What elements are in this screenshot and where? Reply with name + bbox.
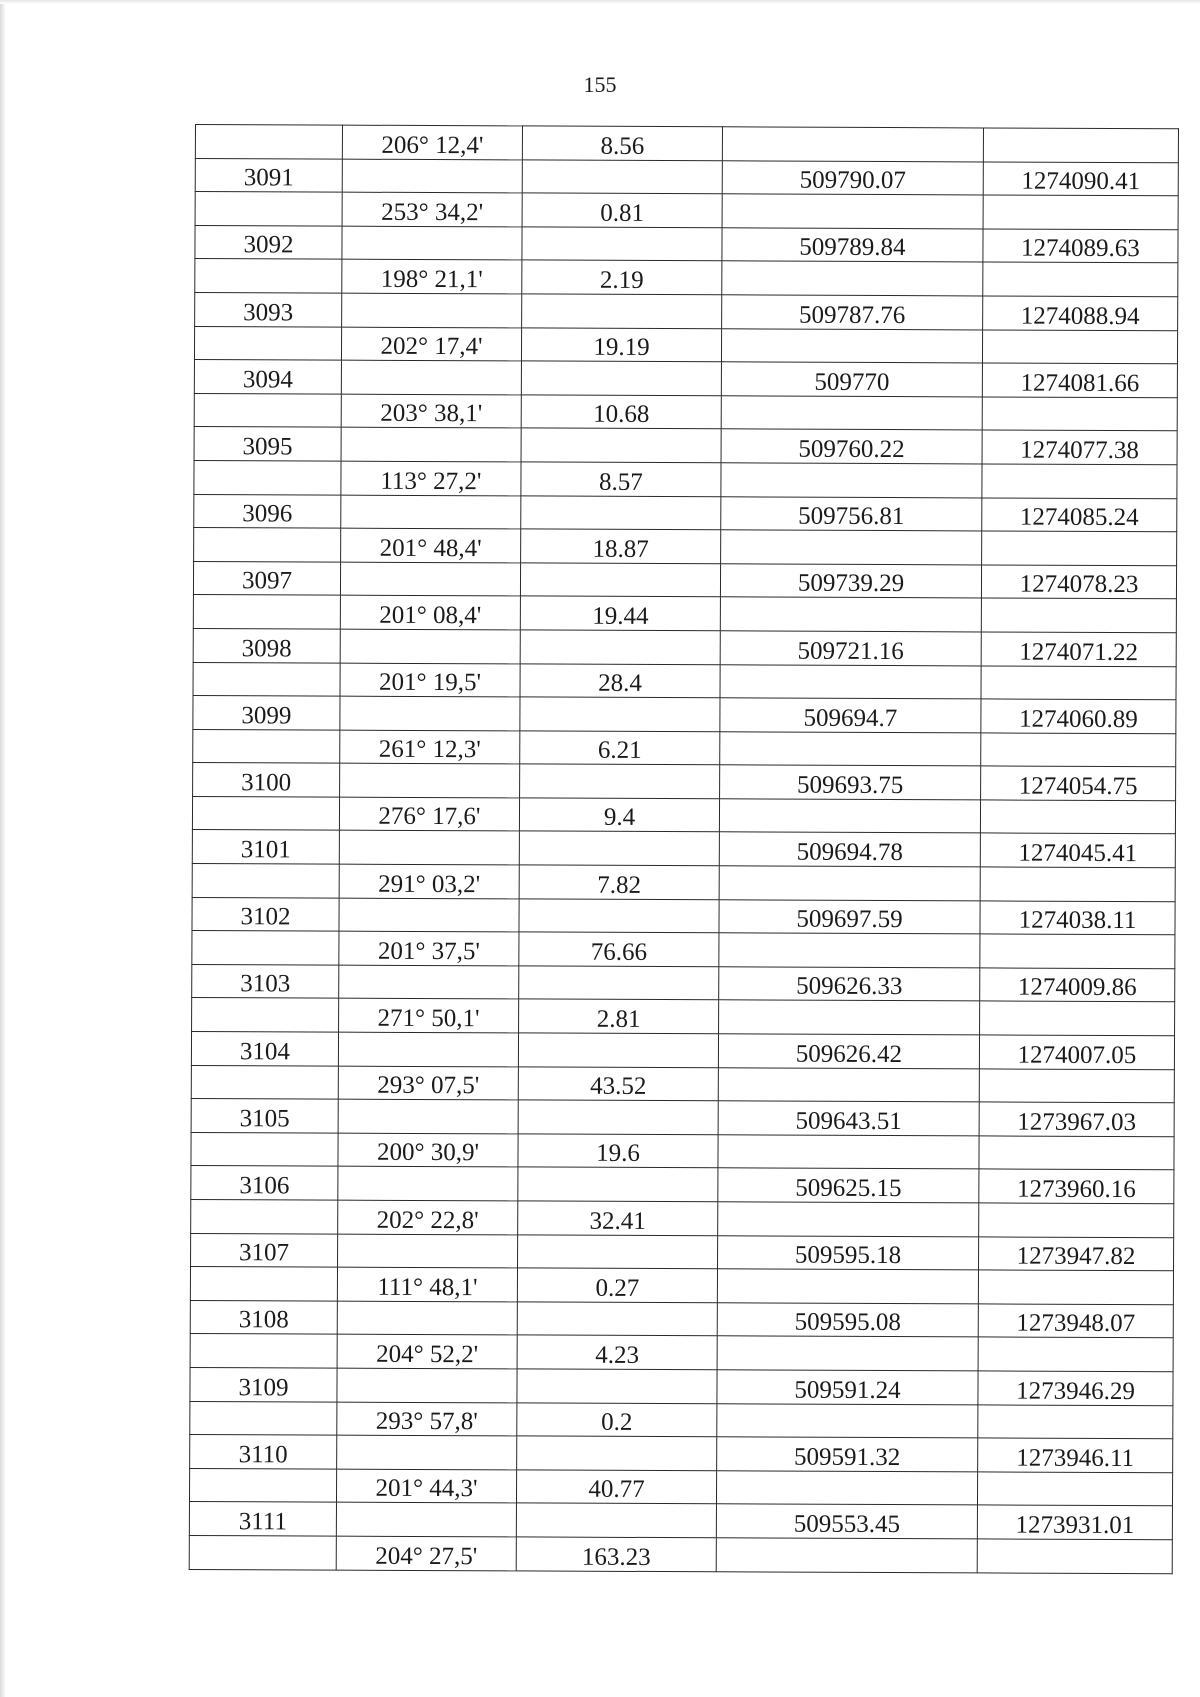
distance-cell: 7.82 [519, 865, 719, 899]
y-coordinate-cell: 1273931.01 [977, 1505, 1172, 1539]
distance-cell [522, 160, 722, 194]
x-coordinate-cell: 509697.59 [719, 899, 980, 934]
x-coordinate-cell: 509790.07 [722, 160, 983, 195]
distance-cell [522, 227, 722, 261]
y-coordinate-cell [977, 1472, 1172, 1506]
y-coordinate-cell: 1274077.38 [982, 430, 1177, 464]
y-coordinate-cell [979, 1136, 1174, 1170]
table-row [190, 1367, 1173, 1405]
x-coordinate-cell [721, 530, 982, 565]
table-row [191, 1032, 1174, 1070]
point-number-cell [193, 729, 340, 763]
table-row [195, 225, 1178, 263]
distance-cell [522, 294, 722, 328]
point-number-cell [189, 1468, 336, 1502]
bearing-cell: 291° 03,2' [339, 864, 519, 898]
bearing-cell: 271° 50,1' [339, 999, 519, 1033]
x-coordinate-cell [720, 664, 981, 699]
bearing-cell: 204° 27,5' [336, 1536, 516, 1570]
table-row [193, 696, 1176, 734]
point-number-cell: 3091 [195, 158, 342, 192]
bearing-cell: 253° 34,2' [342, 192, 522, 226]
table-row [194, 460, 1177, 498]
x-coordinate-cell: 509770 [721, 362, 982, 397]
table-row [192, 964, 1175, 1002]
y-coordinate-cell [981, 665, 1176, 699]
x-coordinate-cell: 509626.33 [719, 967, 980, 1002]
bearing-cell [341, 427, 521, 461]
table-row [189, 1502, 1172, 1540]
x-coordinate-cell: 509693.75 [720, 765, 981, 800]
table-row [195, 292, 1178, 330]
distance-cell [518, 1100, 718, 1134]
distance-cell: 43.52 [518, 1067, 718, 1101]
table-row [193, 729, 1176, 767]
x-coordinate-cell [718, 1202, 979, 1237]
point-number-cell: 3095 [194, 427, 341, 461]
point-number-cell [190, 1267, 337, 1301]
point-number-cell [193, 595, 340, 629]
coordinates-table [189, 124, 1179, 1574]
bearing-cell [340, 763, 520, 797]
y-coordinate-cell: 1274078.23 [981, 565, 1176, 599]
y-coordinate-cell: 1274007.05 [979, 1035, 1174, 1069]
y-coordinate-cell: 1274045.41 [980, 833, 1175, 867]
distance-cell [521, 428, 721, 462]
distance-cell: 0.27 [517, 1268, 717, 1302]
point-number-cell: 3101 [192, 830, 339, 864]
bearing-cell: 111° 48,1' [337, 1267, 517, 1301]
y-coordinate-cell [980, 867, 1175, 901]
distance-cell: 28.4 [520, 663, 720, 697]
bearing-cell: 200° 30,9' [338, 1133, 518, 1167]
distance-cell [521, 495, 721, 529]
table-row [191, 1233, 1174, 1271]
distance-cell [520, 563, 720, 597]
bearing-cell: 293° 57,8' [337, 1402, 517, 1436]
bearing-cell [340, 562, 520, 596]
table-row [190, 1267, 1173, 1305]
distance-cell [518, 1235, 718, 1269]
y-coordinate-cell: 1274088.94 [983, 296, 1178, 330]
scan-top-edge [0, 0, 1200, 4]
point-number-cell: 3104 [191, 1032, 338, 1066]
y-coordinate-cell: 1274009.86 [980, 968, 1175, 1002]
distance-cell: 19.44 [520, 596, 720, 630]
x-coordinate-cell [717, 1403, 978, 1438]
bearing-cell: 201° 48,4' [341, 528, 521, 562]
x-coordinate-cell [718, 1067, 979, 1102]
y-coordinate-cell: 1273947.82 [979, 1237, 1174, 1271]
point-number-cell [194, 528, 341, 562]
table-row [192, 796, 1175, 834]
x-coordinate-cell [722, 194, 983, 229]
distance-cell: 0.81 [522, 193, 722, 227]
x-coordinate-cell [722, 261, 983, 296]
bearing-cell: 202° 22,8' [338, 1200, 518, 1234]
table-row [191, 1166, 1174, 1204]
bearing-cell [341, 495, 521, 529]
bearing-cell: 261° 12,3' [340, 730, 520, 764]
y-coordinate-cell [981, 598, 1176, 632]
x-coordinate-cell [719, 1000, 980, 1035]
point-number-cell: 3099 [193, 696, 340, 730]
y-coordinate-cell [978, 1270, 1173, 1304]
table-row [192, 830, 1175, 868]
table-row [192, 897, 1175, 935]
distance-cell: 6.21 [520, 731, 720, 765]
y-coordinate-cell [978, 1404, 1173, 1438]
bearing-cell [338, 1167, 518, 1201]
bearing-cell: 198° 21,1' [342, 260, 522, 294]
x-coordinate-cell [721, 396, 982, 431]
point-number-cell: 3094 [194, 360, 341, 394]
distance-cell [517, 1302, 717, 1336]
distance-cell: 163.23 [516, 1537, 716, 1571]
bearing-cell [342, 159, 522, 193]
x-coordinate-cell [716, 1538, 977, 1573]
point-number-cell: 3105 [191, 1099, 338, 1133]
x-coordinate-cell [721, 328, 982, 363]
bearing-cell [339, 965, 519, 999]
point-number-cell [195, 192, 342, 226]
x-coordinate-cell: 509626.42 [718, 1034, 979, 1069]
bearing-cell [337, 1368, 517, 1402]
bearing-cell: 202° 17,4' [341, 327, 521, 361]
distance-cell: 2.19 [522, 260, 722, 294]
table-row [190, 1334, 1173, 1372]
distance-cell: 4.23 [517, 1335, 717, 1369]
table-row [195, 192, 1178, 230]
bearing-cell: 201° 08,4' [340, 595, 520, 629]
y-coordinate-cell: 1273960.16 [979, 1169, 1174, 1203]
point-number-cell [192, 864, 339, 898]
distance-cell: 19.6 [518, 1134, 718, 1168]
table-row [192, 998, 1175, 1036]
bearing-cell [342, 226, 522, 260]
bearing-cell: 276° 17,6' [339, 797, 519, 831]
table-row [191, 1099, 1174, 1137]
bearing-cell [337, 1301, 517, 1335]
y-coordinate-cell: 1273946.29 [978, 1371, 1173, 1405]
y-coordinate-cell: 1273967.03 [979, 1102, 1174, 1136]
table-row [189, 1468, 1172, 1506]
table-row [194, 360, 1177, 398]
y-coordinate-cell [977, 1539, 1172, 1573]
distance-cell [519, 899, 719, 933]
point-number-cell [189, 1535, 336, 1569]
y-coordinate-cell: 1274054.75 [981, 766, 1176, 800]
table-row [190, 1435, 1173, 1473]
table-row [195, 259, 1178, 297]
y-coordinate-cell [982, 397, 1177, 431]
y-coordinate-cell: 1274038.11 [980, 901, 1175, 935]
distance-cell: 8.56 [522, 126, 722, 160]
point-number-cell [192, 998, 339, 1032]
y-coordinate-cell [983, 262, 1178, 296]
distance-cell [520, 697, 720, 731]
page-number: 155 [583, 72, 617, 97]
point-number-cell: 3108 [190, 1300, 337, 1334]
bearing-cell [338, 1099, 518, 1133]
x-coordinate-cell: 509595.18 [718, 1235, 979, 1270]
table-row [194, 326, 1177, 364]
x-coordinate-cell [722, 127, 983, 162]
table-row [189, 1535, 1172, 1573]
point-number-cell [192, 796, 339, 830]
x-coordinate-cell [716, 1471, 977, 1506]
point-number-cell: 3109 [190, 1367, 337, 1401]
table-row [194, 494, 1177, 532]
distance-cell [521, 361, 721, 395]
point-number-cell: 3100 [193, 763, 340, 797]
point-number-cell: 3102 [192, 897, 339, 931]
bearing-cell: 201° 44,3' [336, 1469, 516, 1503]
y-coordinate-cell: 1274081.66 [982, 363, 1177, 397]
point-number-cell [194, 326, 341, 360]
y-coordinate-cell [981, 733, 1176, 767]
x-coordinate-cell: 509694.78 [719, 832, 980, 867]
distance-cell [516, 1503, 716, 1537]
y-coordinate-cell: 1273946.11 [978, 1438, 1173, 1472]
point-number-cell: 3106 [191, 1166, 338, 1200]
x-coordinate-cell [719, 933, 980, 968]
point-number-cell [190, 1334, 337, 1368]
x-coordinate-cell: 509739.29 [720, 564, 981, 599]
distance-cell [518, 1167, 718, 1201]
point-number-cell [190, 1401, 337, 1435]
x-coordinate-cell: 509756.81 [721, 496, 982, 531]
distance-cell [517, 1436, 717, 1470]
bearing-cell [340, 696, 520, 730]
x-coordinate-cell [718, 1135, 979, 1170]
x-coordinate-cell [721, 463, 982, 498]
x-coordinate-cell: 509553.45 [716, 1504, 977, 1539]
x-coordinate-cell [719, 866, 980, 901]
y-coordinate-cell [980, 800, 1175, 834]
distance-cell: 19.19 [521, 327, 721, 361]
bearing-cell [336, 1502, 516, 1536]
point-number-cell [195, 125, 342, 159]
x-coordinate-cell: 509625.15 [718, 1168, 979, 1203]
distance-cell: 0.2 [517, 1402, 717, 1436]
distance-cell: 32.41 [518, 1201, 718, 1235]
x-coordinate-cell [717, 1336, 978, 1371]
bearing-cell [338, 1032, 518, 1066]
scan-edge [0, 0, 6, 1697]
x-coordinate-cell: 509591.32 [717, 1437, 978, 1472]
table-row [194, 528, 1177, 566]
distance-cell: 9.4 [519, 798, 719, 832]
bearing-cell: 293° 07,5' [338, 1066, 518, 1100]
point-number-cell: 3093 [195, 292, 342, 326]
point-number-cell [192, 931, 339, 965]
table-row [193, 763, 1176, 801]
table-row [191, 1199, 1174, 1237]
table-row [193, 662, 1176, 700]
point-number-cell [194, 393, 341, 427]
table-row [192, 864, 1175, 902]
distance-cell [520, 764, 720, 798]
table-row [193, 628, 1176, 666]
table-row [195, 125, 1178, 163]
distance-cell: 76.66 [519, 932, 719, 966]
y-coordinate-cell [979, 1069, 1174, 1103]
bearing-cell: 206° 12,4' [342, 125, 522, 159]
coordinates-table-body [189, 125, 1178, 1574]
x-coordinate-cell: 509643.51 [718, 1101, 979, 1136]
x-coordinate-cell: 509721.16 [720, 631, 981, 666]
table-row [194, 393, 1177, 431]
y-coordinate-cell [983, 195, 1178, 229]
distance-cell: 40.77 [516, 1470, 716, 1504]
bearing-cell: 201° 37,5' [339, 931, 519, 965]
point-number-cell [194, 460, 341, 494]
point-number-cell: 3110 [190, 1435, 337, 1469]
point-number-cell [191, 1199, 338, 1233]
x-coordinate-cell: 509787.76 [722, 295, 983, 330]
y-coordinate-cell: 1274060.89 [981, 699, 1176, 733]
point-number-cell: 3096 [194, 494, 341, 528]
distance-cell [517, 1369, 717, 1403]
table-row [192, 931, 1175, 969]
bearing-cell [341, 360, 521, 394]
table-row [193, 595, 1176, 633]
y-coordinate-cell: 1274071.22 [981, 632, 1176, 666]
distance-cell: 8.57 [521, 462, 721, 496]
bearing-cell [340, 629, 520, 663]
x-coordinate-cell: 509760.22 [721, 429, 982, 464]
bearing-cell: 113° 27,2' [341, 461, 521, 495]
point-number-cell: 3098 [193, 628, 340, 662]
y-coordinate-cell [980, 1001, 1175, 1035]
y-coordinate-cell: 1274090.41 [983, 162, 1178, 196]
x-coordinate-cell: 509595.08 [717, 1303, 978, 1338]
x-coordinate-cell: 509789.84 [722, 228, 983, 263]
table-row [193, 561, 1176, 599]
y-coordinate-cell [983, 128, 1178, 162]
y-coordinate-cell [980, 934, 1175, 968]
table-row [190, 1401, 1173, 1439]
x-coordinate-cell [719, 799, 980, 834]
y-coordinate-cell [982, 531, 1177, 565]
x-coordinate-cell [720, 731, 981, 766]
x-coordinate-cell [720, 597, 981, 632]
x-coordinate-cell: 509694.7 [720, 698, 981, 733]
bearing-cell: 204° 52,2' [337, 1335, 517, 1369]
bearing-cell [338, 1234, 518, 1268]
y-coordinate-cell [979, 1203, 1174, 1237]
y-coordinate-cell [982, 464, 1177, 498]
point-number-cell: 3097 [193, 561, 340, 595]
point-number-cell [193, 662, 340, 696]
y-coordinate-cell [982, 330, 1177, 364]
bearing-cell [339, 831, 519, 865]
distance-cell: 2.81 [519, 999, 719, 1033]
y-coordinate-cell: 1273948.07 [978, 1304, 1173, 1338]
x-coordinate-cell: 509591.24 [717, 1370, 978, 1405]
table-row [194, 427, 1177, 465]
point-number-cell [195, 259, 342, 293]
point-number-cell: 3111 [189, 1502, 336, 1536]
point-number-cell: 3092 [195, 225, 342, 259]
table-row [190, 1300, 1173, 1338]
table-row [195, 158, 1178, 196]
bearing-cell [339, 898, 519, 932]
y-coordinate-cell: 1274085.24 [982, 497, 1177, 531]
point-number-cell [191, 1132, 338, 1166]
bearing-cell [342, 293, 522, 327]
distance-cell [520, 630, 720, 664]
bearing-cell: 201° 19,5' [340, 663, 520, 697]
y-coordinate-cell [978, 1337, 1173, 1371]
x-coordinate-cell [717, 1269, 978, 1304]
point-number-cell [191, 1065, 338, 1099]
bearing-cell [337, 1435, 517, 1469]
distance-cell: 10.68 [521, 395, 721, 429]
distance-cell [519, 966, 719, 1000]
point-number-cell: 3107 [191, 1233, 338, 1267]
table-row [191, 1065, 1174, 1103]
distance-cell: 18.87 [521, 529, 721, 563]
point-number-cell: 3103 [192, 964, 339, 998]
y-coordinate-cell: 1274089.63 [983, 229, 1178, 263]
bearing-cell: 203° 38,1' [341, 394, 521, 428]
distance-cell [518, 1033, 718, 1067]
distance-cell [519, 831, 719, 865]
table-row [191, 1132, 1174, 1170]
